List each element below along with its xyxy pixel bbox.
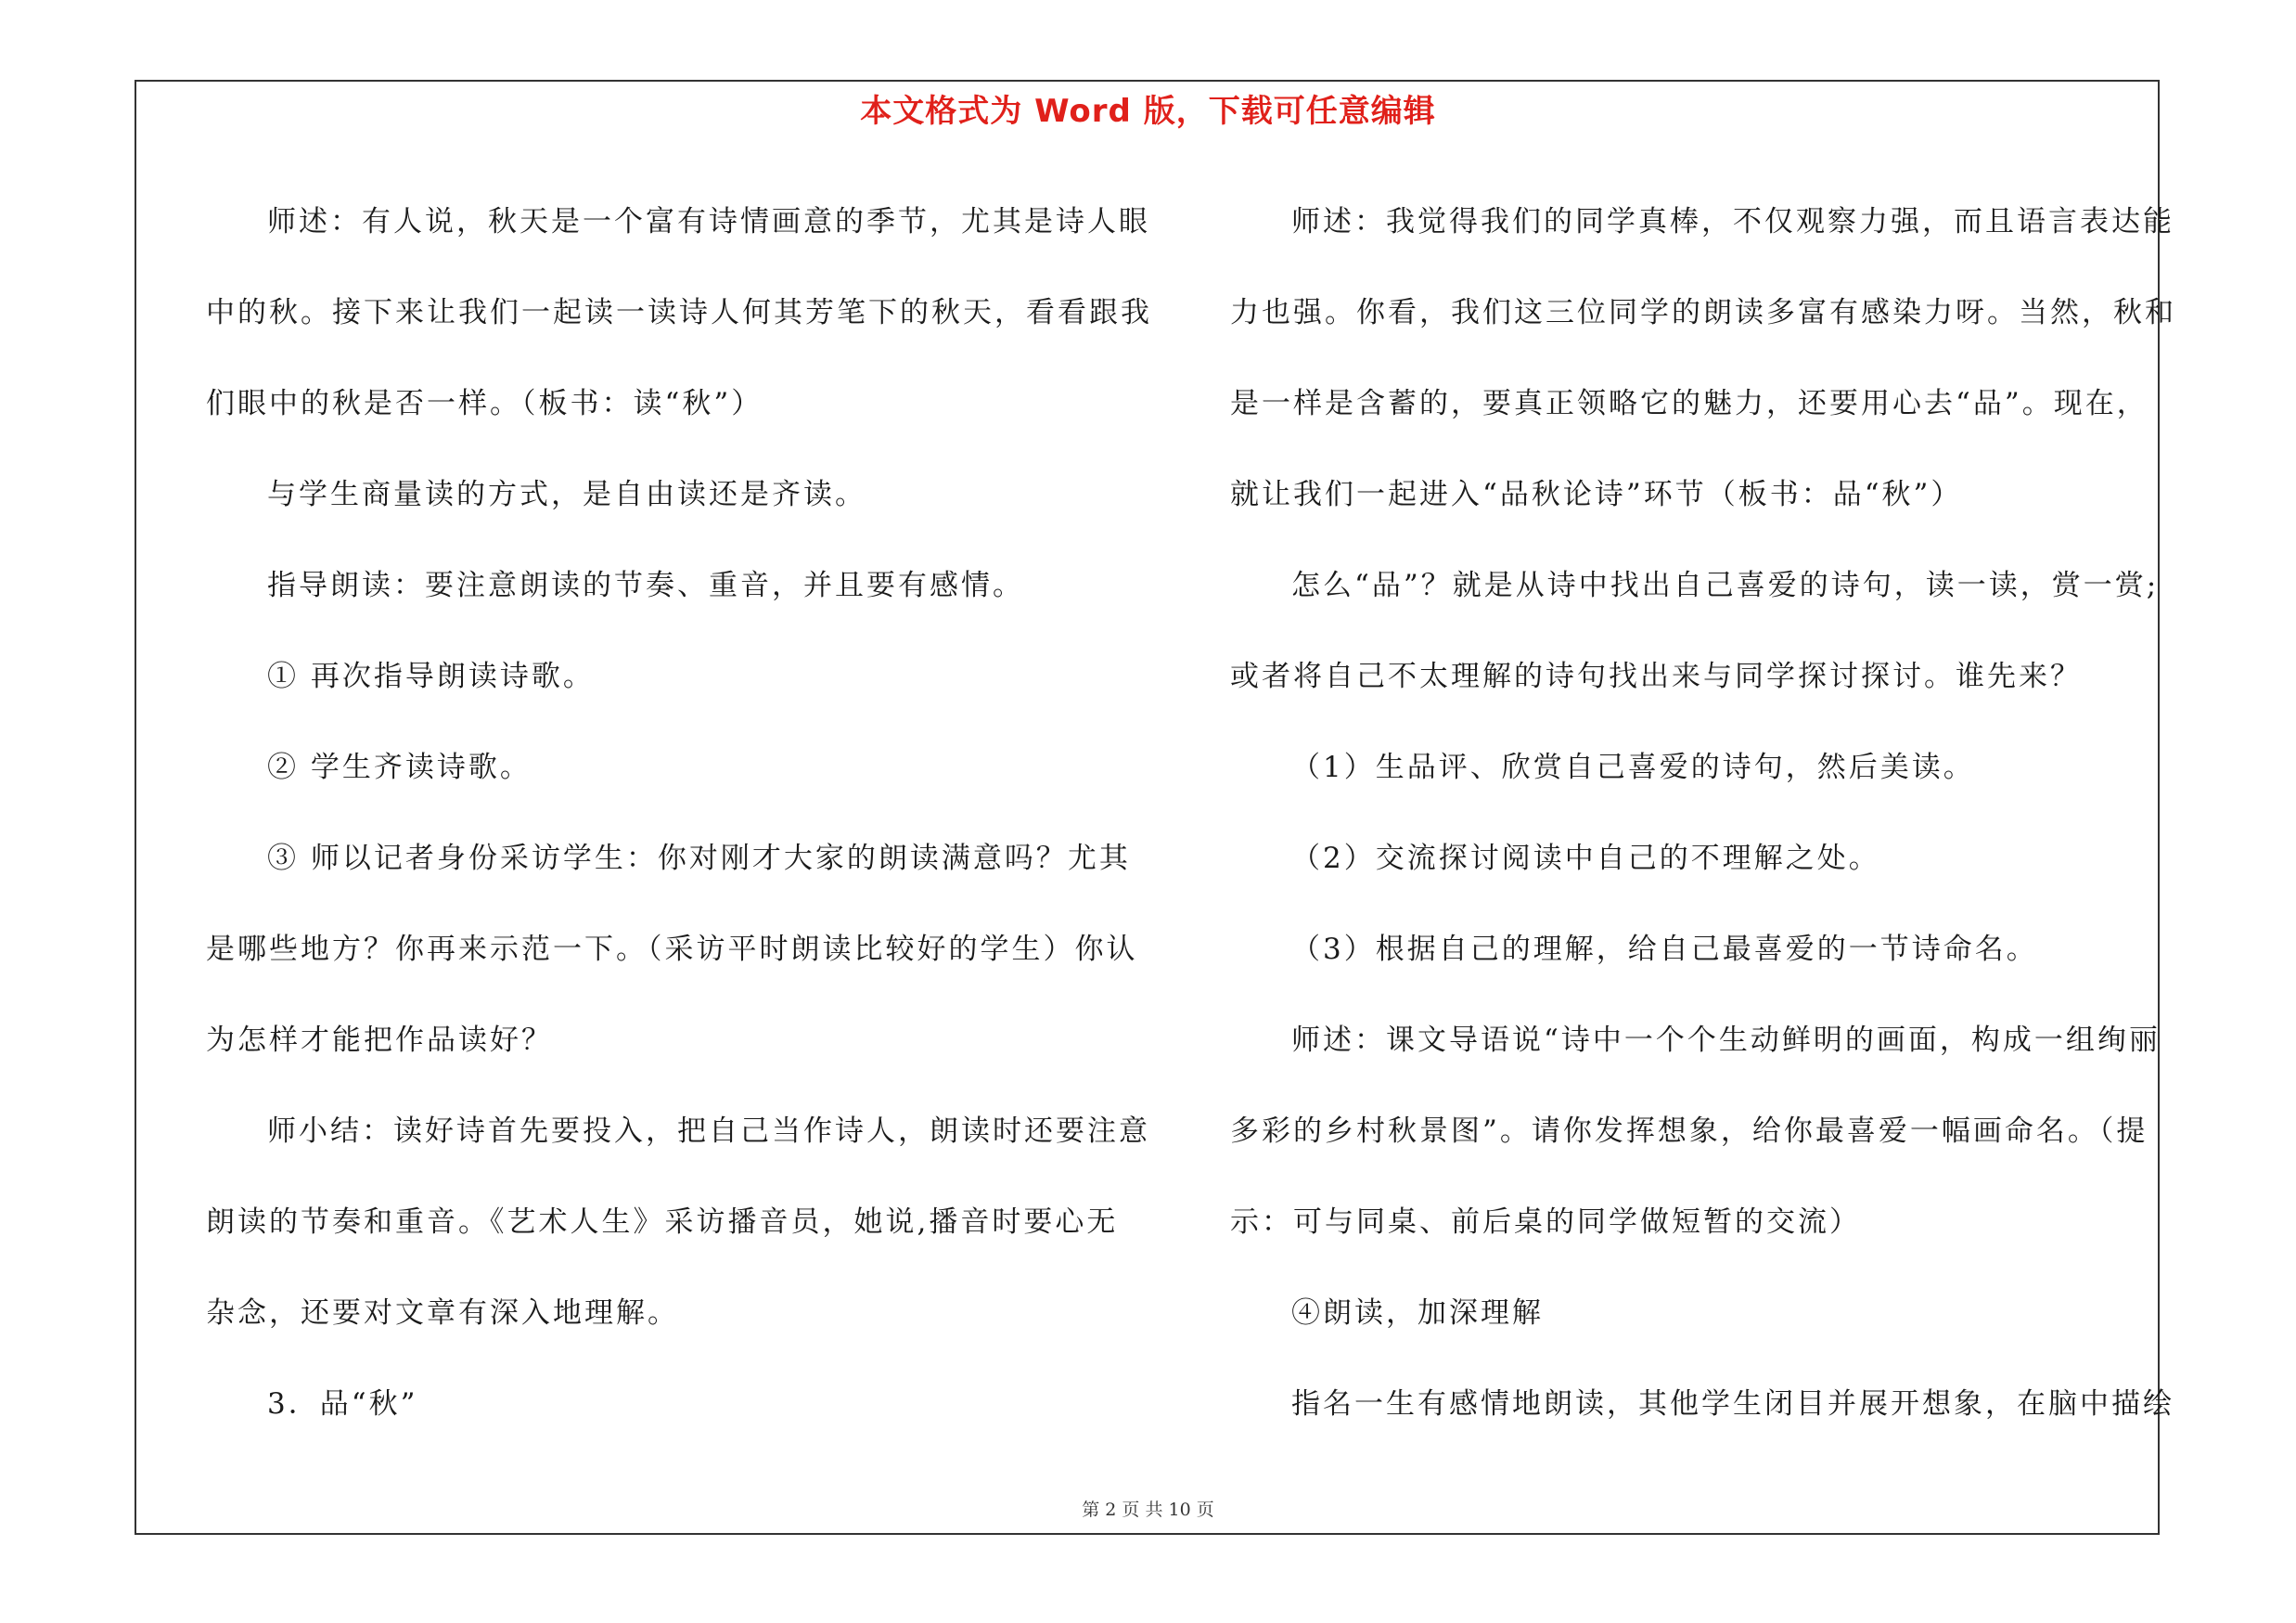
text-line: ② 学生齐读诗歌。 bbox=[267, 751, 532, 784]
text-line: ① 再次指导朗读诗歌。 bbox=[267, 660, 595, 693]
text-line: 师述：课文导语说“诗中一个个生动鲜明的画面，构成一组绚丽 bbox=[1291, 1024, 2161, 1057]
text-line: 师小结：读好诗首先要投入，把自己当作诗人，朗读时还要注意 bbox=[267, 1114, 1150, 1148]
text-line: 力也强。你看，我们这三位同学的朗读多富有感染力呀。当然，秋和 bbox=[1230, 296, 2176, 329]
text-line: （3）根据自己的理解，给自己最喜爱的一节诗命名。 bbox=[1291, 933, 2038, 966]
text-line: ④朗读，加深理解 bbox=[1291, 1296, 1544, 1330]
text-line: 是哪些地方？你再来示范一下。（采访平时朗读比较好的学生）你认 bbox=[206, 933, 1138, 966]
text-line: 3．品“秋” bbox=[267, 1387, 418, 1421]
text-line: 多彩的乡村秋景图”。请你发挥想象，给你最喜爱一幅画命名。（提 bbox=[1230, 1114, 2148, 1148]
text-line: 与学生商量读的方式，是自由读还是齐读。 bbox=[267, 478, 866, 511]
format-banner: 本文格式为 Word 版，下载可任意编辑 bbox=[860, 93, 1436, 130]
text-line: 师述：有人说，秋天是一个富有诗情画意的季节，尤其是诗人眼 bbox=[267, 205, 1150, 238]
text-line: 杂念，还要对文章有深入地理解。 bbox=[206, 1296, 679, 1330]
right-column bbox=[1230, 176, 2176, 1449]
text-line: 中的秋。接下来让我们一起读一读诗人何其芳笔下的秋天，看看跟我 bbox=[206, 296, 1152, 329]
text-line: 是一样是含蓄的，要真正领略它的魅力，还要用心去“品”。现在， bbox=[1230, 387, 2148, 420]
left-column bbox=[206, 176, 1152, 1449]
text-line: 们眼中的秋是否一样。（板书：读“秋”） bbox=[206, 387, 763, 420]
text-line: 为怎样才能把作品读好？ bbox=[206, 1024, 553, 1057]
text-line: 示：可与同桌、前后桌的同学做短暂的交流） bbox=[1230, 1205, 1861, 1239]
text-line: 怎么“品”？就是从诗中找出自己喜爱的诗句，读一读，赏一赏; bbox=[1291, 569, 2160, 602]
text-line: 指名一生有感情地朗读，其他学生闭目并展开想象，在脑中描绘 bbox=[1291, 1387, 2174, 1421]
text-line: 指导朗读：要注意朗读的节奏、重音，并且要有感情。 bbox=[267, 569, 1024, 602]
text-line: （2）交流探讨阅读中自己的不理解之处。 bbox=[1291, 842, 1880, 875]
text-line: 朗读的节奏和重音。《艺术人生》采访播音员，她说,播音时要心无 bbox=[206, 1205, 1119, 1239]
text-line: 就让我们一起进入“品秋论诗”环节（板书：品“秋”） bbox=[1230, 478, 1963, 511]
text-line: ③ 师以记者身份采访学生：你对刚才大家的朗读满意吗？尤其 bbox=[267, 842, 1131, 875]
text-line: 或者将自己不太理解的诗句找出来与同学探讨探讨。谁先来？ bbox=[1230, 660, 2082, 693]
text-line: （1）生品评、欣赏自己喜爱的诗句，然后美读。 bbox=[1291, 751, 1975, 784]
text-line: 师述：我觉得我们的同学真棒，不仅观察力强，而且语言表达能 bbox=[1291, 205, 2174, 238]
page-number-footer: 第 2 页 共 10 页 bbox=[1082, 1500, 1214, 1520]
